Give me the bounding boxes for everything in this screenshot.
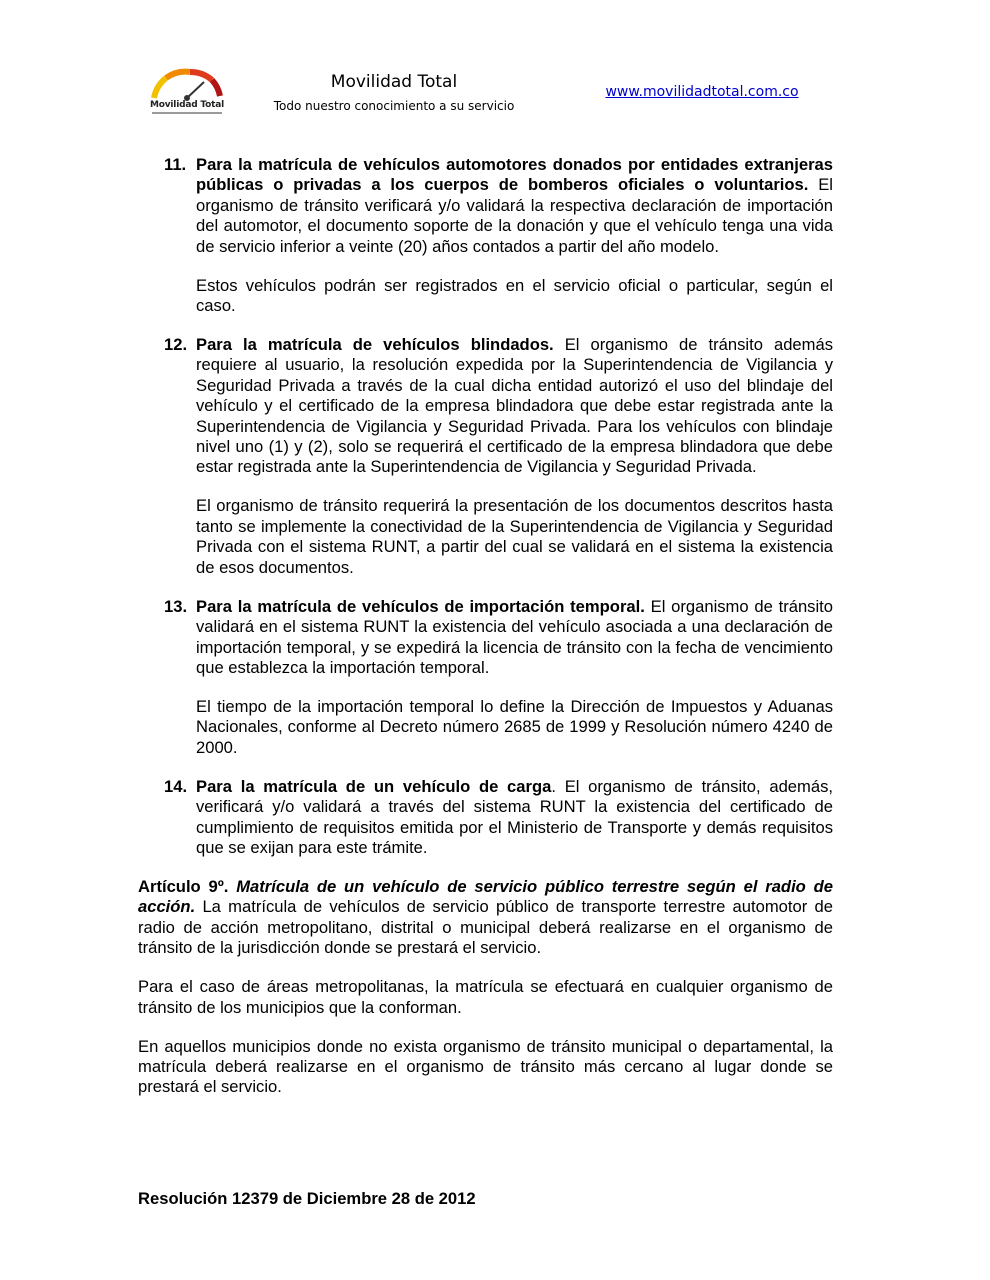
item-extra-paragraph: El organismo de tránsito requerirá la presentación de los documentos descritos hasta tanto se implemente la conectividad de la Superintendencia de Vigilancia y Seguridad Privada con el sistema RUNT, a partir del cual se validará en el sistema la existencia de esos documentos. [196, 496, 833, 577]
item-number: 12. [164, 335, 188, 355]
item-paragraph [196, 777, 833, 859]
logo-underline [152, 112, 222, 114]
item-text: El organismo de tránsito validará en el sistema RUNT la existencia del vehículo asociada a una declaración de importación temporal, y se expedirá la licencia de tránsito con la fecha de vencimiento que establezca la importación temporal. [196, 596, 834, 677]
article-9-paragraph [138, 877, 833, 959]
article-label: Artículo 9º. [138, 876, 229, 896]
item-paragraph [196, 597, 833, 679]
site-url-link[interactable]: www.movilidadtotal.com.co [605, 84, 799, 100]
page-footer: Resolución 12379 de Diciembre 28 de 2012 [138, 1189, 476, 1208]
item-heading: Para la matrícula de vehículos de importación temporal. [196, 596, 645, 616]
item-heading: Para la matrícula de un vehículo de carga [196, 776, 552, 796]
item-number: 11. [164, 155, 187, 174]
item-heading: Para la matrícula de vehículos blindados. [196, 335, 554, 355]
article-paragraph-3: En aquellos municipios donde no exista organismo de tránsito municipal o departamental, la matrícula deberá realizarse en el organismo de tránsito más cercano al lugar donde se prestará el servicio. [138, 1036, 833, 1097]
logo-text: Movilidad Total [150, 100, 224, 110]
article-title: Matrícula de un vehículo de servicio público terrestre según el radio de acción. [138, 876, 833, 917]
item-paragraph [196, 155, 833, 257]
document-body [138, 155, 833, 1116]
article-text: La matrícula de vehículos de servicio público de transporte terrestre automotor de radio de acción metropolitano, distrital o municipal deberá realizarse en el organismo de tránsito de la jurisdicción donde se prestará el servicio. [138, 897, 833, 958]
page-header [0, 0, 990, 140]
site-title: Movilidad Total [330, 72, 458, 92]
item-text: El organismo de tránsito verificará y/o validará la respectiva declaración de importación del automotor, el documento soporte de la donación y que el vehículo tenga una vida de servicio inferior a veinte (20) años contados a partir del año modelo. [196, 175, 833, 256]
list-item-13 [138, 597, 833, 758]
list-item-14 [138, 777, 833, 859]
list-item-12 [138, 335, 833, 578]
item-number: 13. [164, 596, 188, 616]
item-extra-paragraph: El tiempo de la importación temporal lo define la Dirección de Impuestos y Aduanas Nacionales, conforme al Decreto número 2685 de 1999 y Resolución número 4240 de 2000. [196, 696, 833, 757]
site-subtitle: Todo nuestro conocimiento a su servicio [273, 99, 515, 113]
item-text: El organismo de tránsito además requiere al usuario, la resolución expedida por la Superintendencia de Vigilancia y Seguridad Privada a través de la cual dicha entidad autorizó el uso del blindaje del vehículo y el certificado de la empresa blindadora que debe estar registrada ante la Superintendencia de Vigilancia y Seguridad Privada. Para los vehículos con blindaje nivel uno (1) y (2), solo se requerirá el certificado de la empresa blindadora que debe estar registrada ante la Superintendencia de Vigilancia y Seguridad Privada. [196, 335, 833, 477]
item-heading: Para la matrícula de vehículos automotores donados por entidades extranjeras públicas o privadas a los cuerpos de bomberos oficiales o voluntarios. [196, 155, 833, 195]
movilidad-total-logo [146, 68, 228, 118]
article-paragraph-2: Para el caso de áreas metropolitanas, la matrícula se efectuará en cualquier organismo de tránsito de los municipios que la conforman. [138, 977, 833, 1017]
item-text: . El organismo de tránsito, además, verificará y/o validará a través del sistema RUNT la existencia del certificado de cumplimiento de requisitos emitida por el Ministerio de Transporte y demás requisitos que se exijan para este trámite. [196, 776, 833, 857]
list-item-11 [138, 155, 833, 316]
speedometer-icon [146, 68, 228, 102]
item-number: 14. [164, 776, 188, 796]
item-extra-paragraph: Estos vehículos podrán ser registrados en el servicio oficial o particular, según el caso. [196, 275, 833, 316]
item-paragraph [196, 335, 833, 478]
